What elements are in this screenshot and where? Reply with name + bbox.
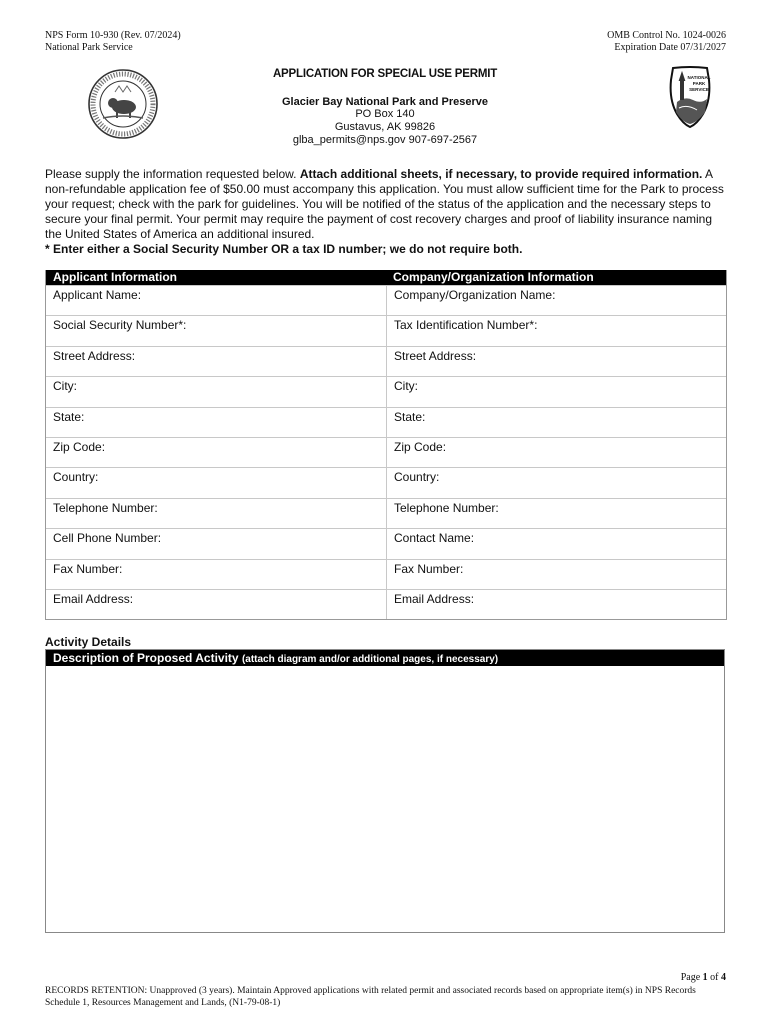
company-country-field[interactable]: Country: (386, 468, 726, 497)
applicant-city-field[interactable]: City: (53, 379, 77, 394)
activity-description-note: (attach diagram and/or additional pages, if necessary) (241, 654, 499, 665)
park-po-box: PO Box 140 (355, 108, 415, 120)
applicant-street-field[interactable]: Street Address: (53, 348, 136, 363)
activity-description-title: Description of Proposed Activity (53, 651, 239, 665)
expiration-date: Expiration Date 07/31/2027 (614, 42, 726, 53)
table-row (46, 467, 726, 497)
department-seal-icon (87, 68, 159, 140)
company-zip-field[interactable]: Zip Code: (386, 438, 726, 467)
applicant-fax-field[interactable]: Fax Number: (53, 561, 123, 576)
applicant-info-header: Applicant Information (53, 270, 177, 284)
applicant-state-field[interactable]: State: (53, 409, 85, 424)
applicant-telephone-field[interactable]: Telephone Number: (53, 500, 158, 515)
form-title: APPLICATION FOR SPECIAL USE PERMIT (272, 68, 498, 80)
intro-bold-text: Attach additional sheets, if necessary, to provide required information. (299, 167, 703, 181)
nps-arrowhead-logo-icon (665, 66, 715, 128)
omb-control-number: OMB Control No. 1024-0026 (607, 30, 726, 41)
applicant-company-table (45, 270, 727, 620)
company-street-field[interactable]: Street Address: (386, 347, 726, 376)
applicant-cell-phone-field[interactable]: Cell Phone Number: (53, 531, 162, 546)
company-contact-name-field[interactable]: Contact Name: (386, 529, 726, 558)
table-header (46, 270, 726, 285)
park-contact: glba_permits@nps.gov 907-697-2567 (292, 134, 478, 146)
intro-text-continued: A non-refundable application fee of $50.00 must accompany this application. You must allow sufficient time for the Park to process your request; check with the park for guidelines. You will be notified of the status of the application and the necessary steps to secure your final permit. Your permit may require the payment of cost recovery charges and proof of liability insurance naming the United States of America an additional insured. (45, 167, 724, 241)
park-city-state-zip: Gustavus, AK 99826 (334, 121, 436, 133)
ssn-tax-id-note: * Enter either a Social Security Number OR a tax ID number; we do not require both. (45, 242, 523, 256)
company-info-header: Company/Organization Information (393, 270, 594, 284)
records-retention-footer: RECORDS RETENTION: Unapproved (3 years). Maintain Approved applications with related permit and associated records based on appropriate item(s) in NPS Records Schedule 1, Resources Management and Lands, (N1-79-08-1) (45, 986, 696, 1008)
activity-description-header (46, 650, 724, 666)
instructions-paragraph (45, 167, 727, 257)
table-row (46, 589, 726, 619)
activity-description-box (45, 649, 725, 933)
tax-id-field[interactable]: Tax Identification Number*: (386, 316, 726, 345)
applicant-name-field[interactable]: Applicant Name: (53, 288, 142, 302)
page-prefix: Page (680, 972, 703, 983)
table-row (46, 346, 726, 376)
table-row (46, 559, 726, 589)
arrowhead-text-line: PARK (692, 81, 706, 86)
company-telephone-field[interactable]: Telephone Number: (386, 499, 726, 528)
form-header-left (45, 30, 181, 54)
company-city-field[interactable]: City: (386, 377, 726, 406)
applicant-zip-field[interactable]: Zip Code: (53, 439, 106, 454)
page-number (681, 972, 726, 983)
agency-name: National Park Service (45, 42, 133, 53)
table-row (46, 498, 726, 528)
page-current: 1 (702, 972, 708, 983)
intro-text: Please supply the information requested below. (45, 167, 297, 181)
park-name: Glacier Bay National Park and Preserve (281, 96, 489, 108)
page-separator: of (707, 972, 721, 983)
applicant-country-field[interactable]: Country: (53, 470, 99, 485)
form-header-right (607, 30, 726, 54)
company-fax-field[interactable]: Fax Number: (386, 560, 726, 589)
table-row (46, 437, 726, 467)
table-row (46, 528, 726, 558)
company-email-field[interactable]: Email Address: (386, 590, 726, 619)
title-block (180, 68, 590, 147)
table-row (46, 285, 726, 315)
arrowhead-text-line: SERVICE (689, 87, 709, 92)
arrowhead-text-line: NATIONAL (687, 75, 711, 80)
ssn-field[interactable]: Social Security Number*: (53, 318, 187, 333)
company-state-field[interactable]: State: (386, 408, 726, 437)
form-number: NPS Form 10-930 (Rev. 07/2024) (45, 30, 181, 41)
activity-details-heading: Activity Details (45, 635, 132, 649)
table-row (46, 315, 726, 345)
table-row (46, 376, 726, 406)
activity-description-input[interactable] (46, 666, 728, 936)
applicant-email-field[interactable]: Email Address: (53, 591, 134, 606)
company-name-field[interactable]: Company/Organization Name: (386, 286, 726, 315)
page-total: 4 (721, 972, 726, 983)
table-row (46, 407, 726, 437)
